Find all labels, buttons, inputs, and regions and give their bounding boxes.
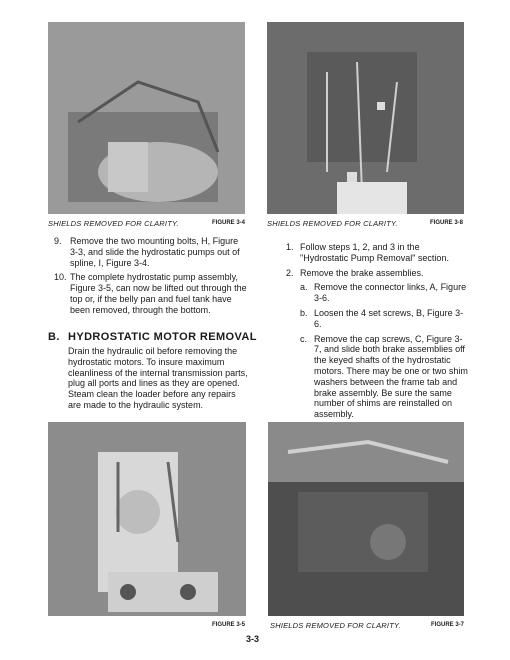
sub-step-text: Loosen the 4 set screws, B, Figure 3-6. xyxy=(314,307,464,329)
figure-3-8-caption: SHIELDS REMOVED FOR CLARITY. xyxy=(267,219,398,228)
list-item xyxy=(286,268,470,279)
sub-list-item xyxy=(286,282,470,304)
photo-figure-3-7 xyxy=(268,422,464,616)
left-column xyxy=(54,236,248,320)
figure-3-4-caption: SHIELDS REMOVED FOR CLARITY. xyxy=(48,219,179,228)
figure-3-7-label: FIGURE 3-7 xyxy=(431,622,465,628)
step-number: 9. xyxy=(54,236,62,246)
sub-step-text: Remove the connector links, A, Figure 3-6. xyxy=(314,282,467,304)
list-item xyxy=(54,236,248,268)
sub-step-letter: a. xyxy=(300,282,308,293)
list-item xyxy=(286,242,470,264)
page-number: 3-3 xyxy=(246,634,260,644)
step-text: Remove the brake assemblies. xyxy=(300,267,424,278)
list-item xyxy=(54,272,248,315)
step-number: 2. xyxy=(286,267,294,278)
figure-3-4-label: FIGURE 3-4 xyxy=(212,220,246,226)
step-text: Remove the two mounting bolts, H, Figure 3-3, and slide the hydrostatic pumps out of spline, I, Figure 3-4. xyxy=(70,236,240,268)
sub-step-letter: b. xyxy=(300,307,308,318)
figure-3-7-caption: SHIELDS REMOVED FOR CLARITY. xyxy=(270,621,401,630)
sub-list-item xyxy=(286,334,470,420)
section-heading: HYDROSTATIC MOTOR REMOVAL xyxy=(68,331,257,343)
step-number: 1. xyxy=(286,242,294,252)
figure-3-5-label: FIGURE 3-5 xyxy=(212,622,246,628)
right-column xyxy=(286,242,470,424)
photo-figure-3-4 xyxy=(48,22,245,214)
step-number: 10. xyxy=(54,272,67,283)
photo-figure-3-8 xyxy=(267,22,464,214)
sub-list-item xyxy=(286,308,470,330)
figure-3-8-label: FIGURE 3-8 xyxy=(430,220,464,226)
section-body: Drain the hydraulic oil before removing the hydrostatic motors. To insure maximum cleanliness of the internal transmission parts, plug all ports and lines as they are opened. Steam clean the loader before any repairs are made to the hydraulic system. xyxy=(68,346,248,410)
sub-step-text: Remove the cap screws, C, Figure 3-7, and slide both brake assemblies off the keyed shafts of the hydrostatic motors. There may be one or two shim washers between the frame tab and brake assembly. Be sure the same number of shims are reinstalled on assembly. xyxy=(314,333,468,420)
sub-step-letter: c. xyxy=(300,333,308,344)
photo-figure-3-5 xyxy=(48,422,246,616)
step-text: Follow steps 1, 2, and 3 in the "Hydrostatic Pump Removal" section. xyxy=(300,242,449,263)
step-text: The complete hydrostatic pump assembly, Figure 3-5, can now be lifted out through the top or, if the belly pan and fuel tank have been removed, through the bottom. xyxy=(70,272,247,315)
section-letter: B. xyxy=(48,331,60,343)
